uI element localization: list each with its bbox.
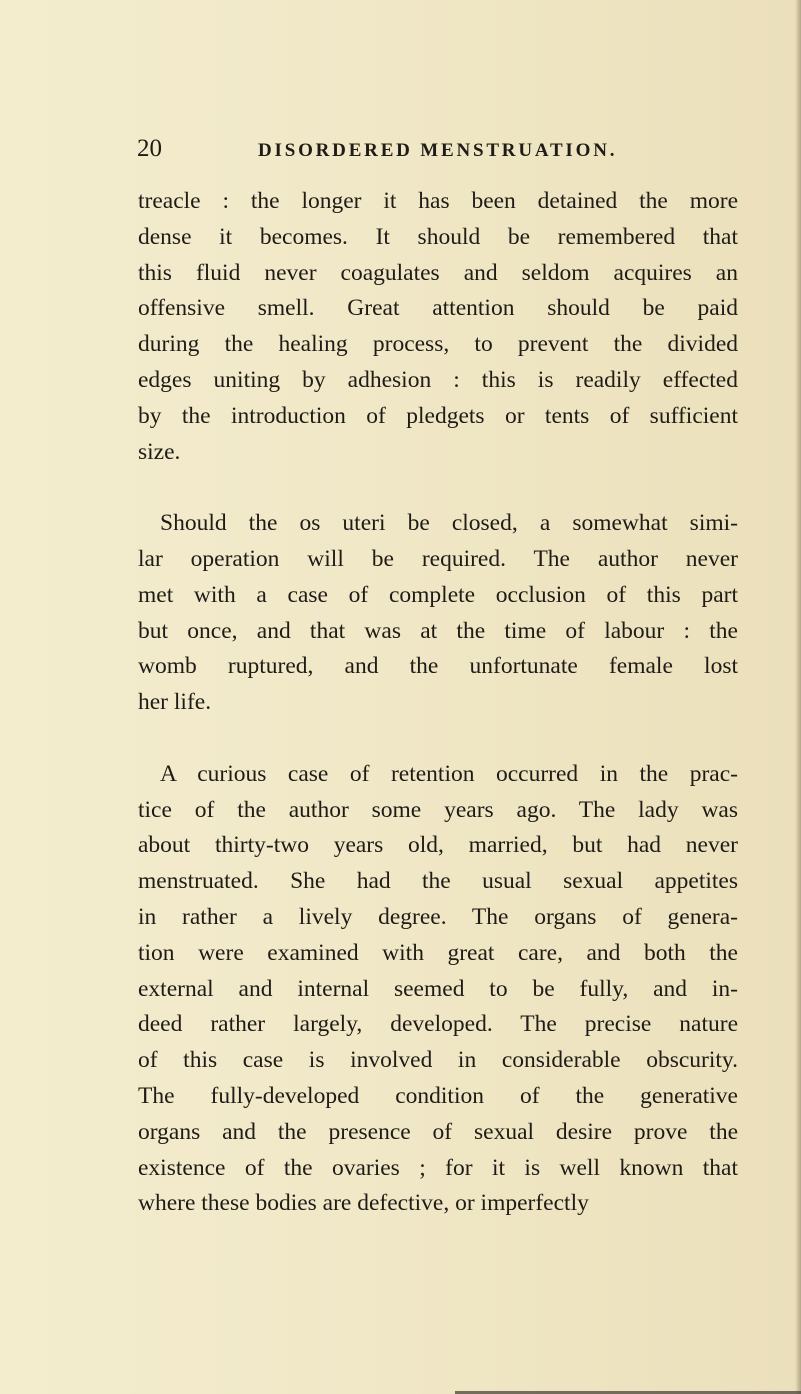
page-edge-shadow <box>795 0 801 1394</box>
running-head: DISORDERED MENSTRUATION. <box>258 140 618 161</box>
text-line: external and internal seemed to be fully, and in- <box>138 975 738 1002</box>
paragraph-3 <box>138 757 738 1222</box>
text-line: tice of the author some years ago. The lady was <box>138 796 738 823</box>
page-header <box>137 134 749 164</box>
text-line: during the healing process, to prevent the divided <box>138 331 738 358</box>
text-line: of this case is involved in considerable obscurity. <box>138 1047 738 1074</box>
paragraph-1 <box>138 184 738 470</box>
text-line: dense it becomes. It should be remembered that <box>138 223 738 250</box>
text-line: met with a case of complete occlusion of this part <box>138 581 738 608</box>
text-line: where these bodies are defective, or imperfectly <box>138 1190 589 1217</box>
text-line: this fluid never coagulates and seldom acquires an <box>138 259 738 286</box>
text-line: deed rather largely, developed. The precise nature <box>138 1011 738 1038</box>
text-line: by the introduction of pledgets or tents of sufficient <box>138 402 738 429</box>
text-line: her life. <box>138 689 212 716</box>
text-line: organs and the presence of sexual desire prove the <box>138 1118 738 1145</box>
text-line: Should the os uteri be closed, a somewhat simi- <box>160 510 738 537</box>
paragraph-gap <box>138 470 738 506</box>
paragraph-gap <box>138 721 738 757</box>
paragraph-2 <box>138 506 738 721</box>
page-number: 20 <box>137 135 162 162</box>
text-line: size. <box>138 438 181 465</box>
text-line: lar operation will be required. The author never <box>138 545 738 572</box>
text-line: menstruated. She had the usual sexual appetites <box>138 868 738 895</box>
text-line: edges uniting by adhesion : this is readily effected <box>138 366 738 393</box>
text-line: about thirty-two years old, married, but had never <box>138 832 738 859</box>
text-line: offensive smell. Great attention should be paid <box>138 295 738 322</box>
text-line: tion were examined with great care, and both the <box>138 939 738 966</box>
text-line: womb ruptured, and the unfortunate female lost <box>138 653 738 680</box>
body-text <box>138 184 738 1222</box>
text-line: treacle : the longer it has been detained the more <box>138 188 738 214</box>
text-line: but once, and that was at the time of labour : the <box>138 617 738 644</box>
text-line: existence of the ovaries ; for it is well known that <box>138 1154 738 1181</box>
text-line: The fully-developed condition of the generative <box>138 1082 738 1109</box>
text-line: A curious case of retention occurred in the prac- <box>160 760 738 787</box>
text-line: in rather a lively degree. The organs of genera- <box>138 903 738 930</box>
